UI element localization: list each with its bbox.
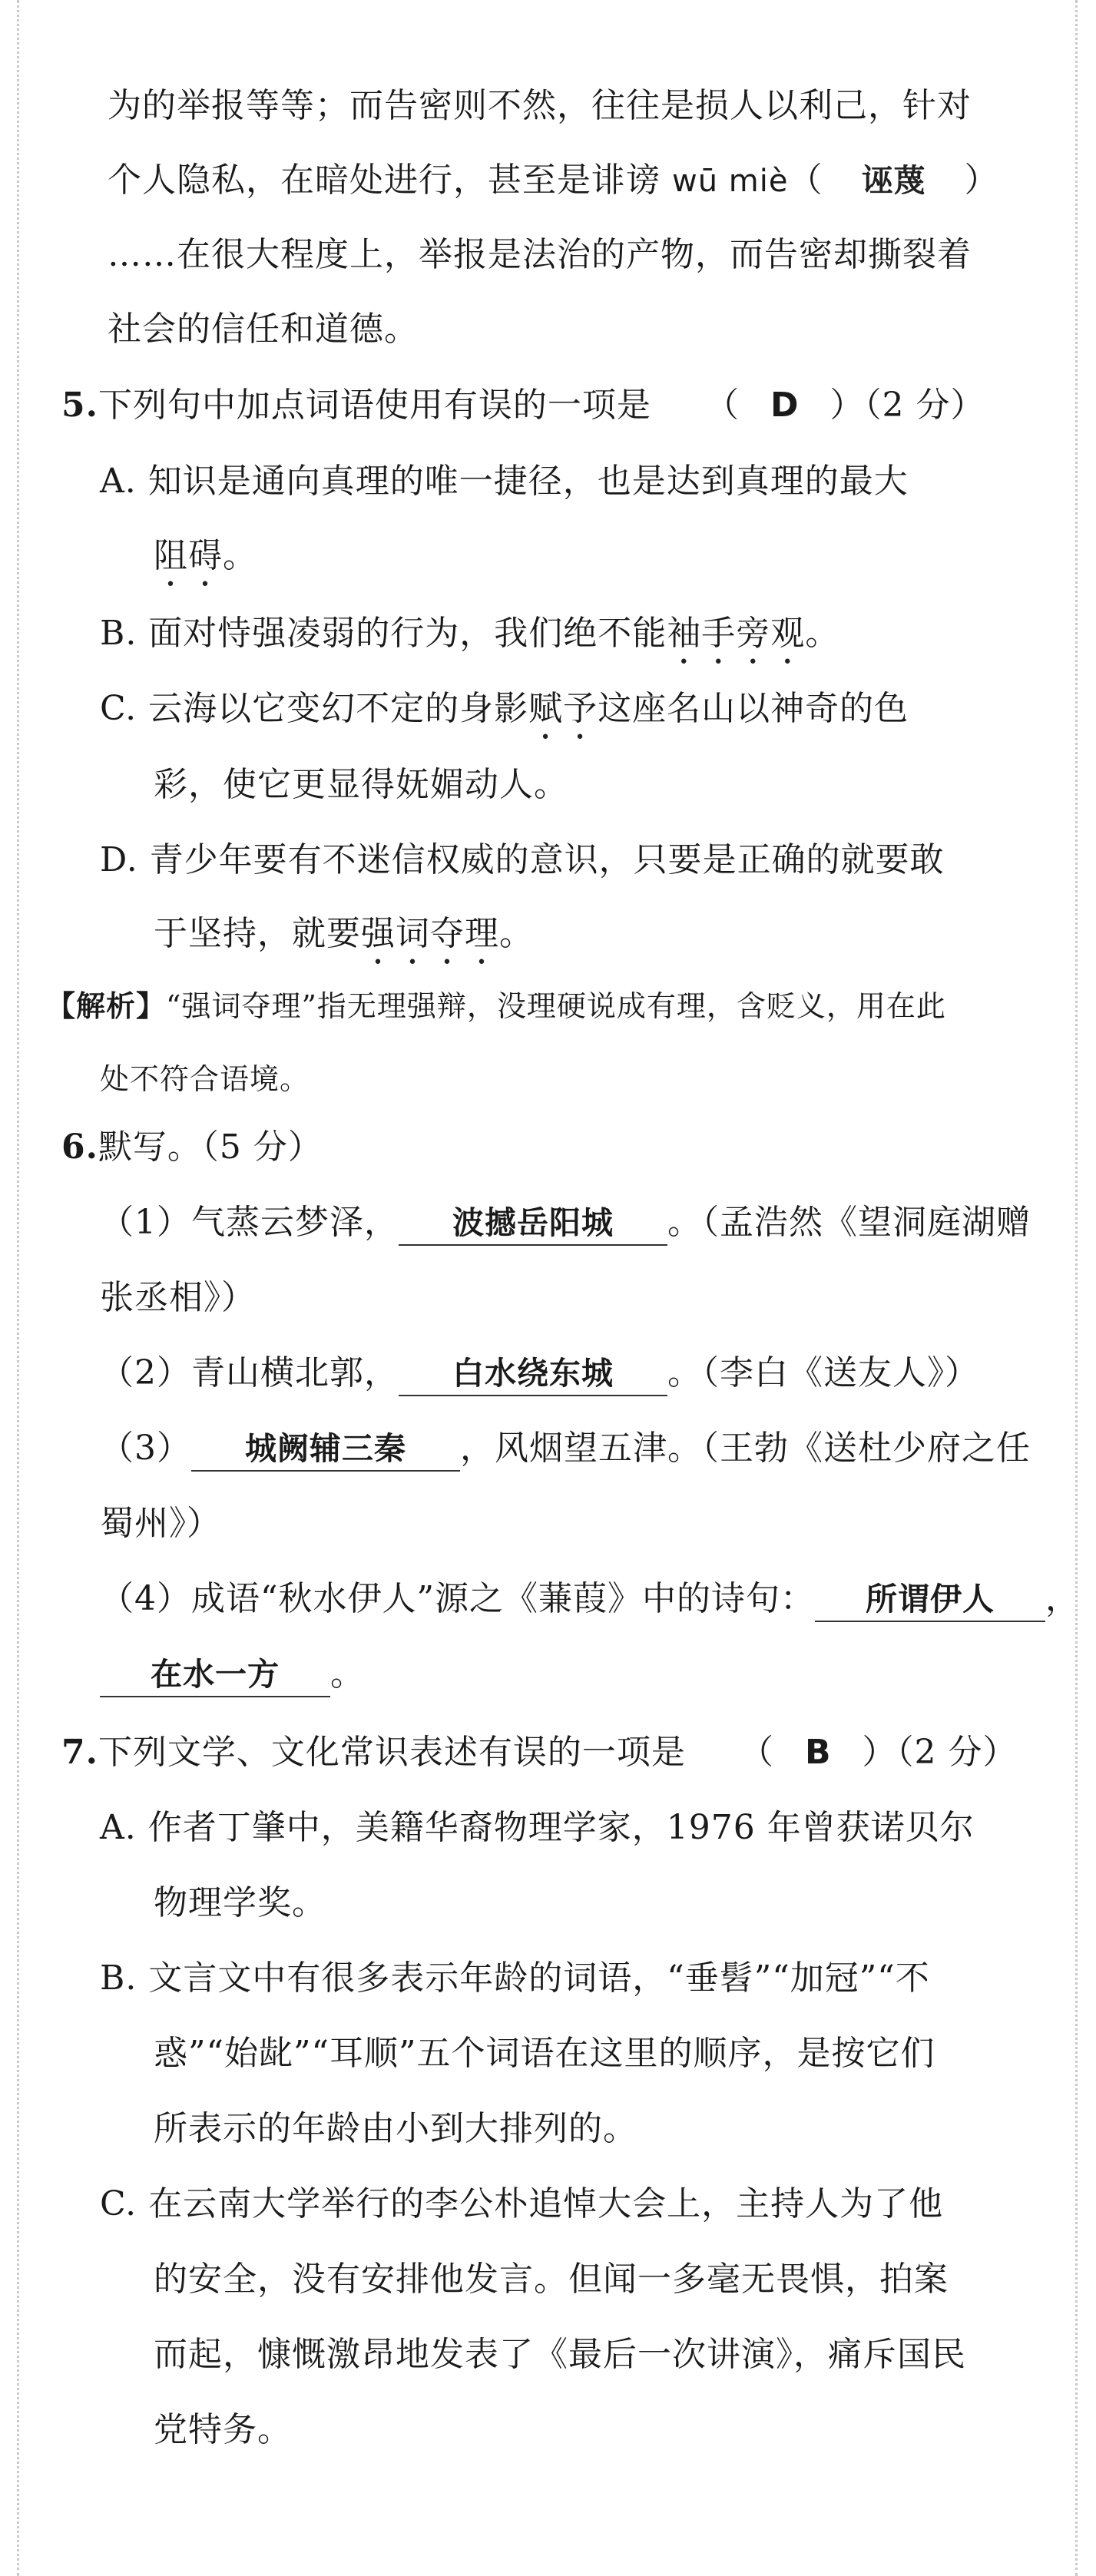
intro-line-4: 社会的信任和道德。 [108, 310, 419, 349]
q5-analysis-line-1 [46, 983, 946, 1029]
answer-blank: 波撼岳阳城 [399, 1201, 667, 1246]
q5-option-b [100, 611, 839, 672]
close-paren: ） [862, 1733, 897, 1772]
prompt-text: （2）青山横北郭， [100, 1353, 399, 1392]
question-text: 下列文学、文化常识表述有误的一项是 [98, 1733, 686, 1772]
close-paren: ） [964, 161, 999, 200]
q7-stem [61, 1730, 1017, 1776]
analysis-text: “强词夺理”指无理强辩，没理硬说成有理，含贬义，用在此 [166, 989, 946, 1023]
q5-option-a-line-2 [154, 533, 257, 594]
comma: ， [1045, 1579, 1080, 1618]
option-end: 。 [499, 914, 534, 953]
dotted-word: 阻碍。 [154, 536, 257, 575]
q6-stem [61, 1124, 323, 1170]
right-margin-rule [1075, 0, 1078, 2576]
q7-option-c-line-2: 的安全，没有安排他发言。但闻一多毫无畏惧，拍案 [154, 2260, 949, 2299]
intro-line-1: 为的举报等等；而告密则不然，往往是损人以利己，针对 [108, 86, 972, 125]
q6-part-2 [100, 1350, 979, 1396]
q6-part-3-line-2: 蜀州》） [100, 1504, 221, 1543]
answer-blank: 白水绕东城 [399, 1352, 667, 1396]
question-number: 6. [61, 1127, 98, 1167]
source-text: ，风烟望五津。（王勃《送杜少府之任 [460, 1429, 1031, 1468]
open-paren: （ [739, 1733, 774, 1772]
intro-line-3: ……在很大程度上，举报是法治的产物，而告密却撕裂着 [108, 235, 972, 274]
answer-blank-1: 所谓伊人 [815, 1578, 1045, 1622]
left-margin-rule [17, 0, 19, 2576]
open-paren: （ [704, 386, 740, 425]
close-paren: ） [829, 386, 865, 425]
answer-text: 诬蔑 [861, 162, 926, 199]
score: （2 分） [896, 1733, 1018, 1772]
source-text: 。（李白《送友人》） [667, 1353, 979, 1392]
intro-line-2 [108, 157, 998, 204]
q7-option-b-line-2: 惑”“始龀”“耳顺”五个词语在这里的顺序，是按它们 [154, 2034, 935, 2073]
intro-line-2-text: 个人隐私，在暗处进行，甚至是诽谤 [108, 161, 672, 200]
dotted-word: 赋予 [528, 689, 598, 728]
q5-analysis-line-2: 处不符合语境。 [100, 1062, 310, 1096]
q5-option-c-line-2: 彩，使它更显得妩媚动人。 [154, 765, 568, 804]
answer-blank-2: 在水一方 [100, 1653, 330, 1697]
q5-option-d-line-2 [154, 911, 534, 972]
q7-option-c-line-4: 党特务。 [154, 2410, 292, 2449]
open-paren: （ [788, 161, 823, 200]
q7-option-c-line-1: C. 在云南大学举行的李公朴追悼大会上，主持人为了他 [100, 2184, 944, 2223]
q6-part-1-line-2: 张丞相》） [100, 1278, 256, 1317]
q5-option-d-line-1: D. 青少年要有不迷信权威的意识，只要是正确的就要敢 [100, 840, 945, 879]
option-text: C. 云海以它变幻不定的身影 [100, 689, 529, 728]
period: 。 [330, 1654, 365, 1694]
source-text: 。（孟浩然《望洞庭湖赠 [667, 1203, 1031, 1242]
q5-stem [61, 382, 985, 429]
answer-choice: D [770, 386, 800, 425]
score: （2 分） [864, 386, 985, 425]
q6-part-4-line-1 [100, 1576, 1080, 1622]
option-text: 于坚持，就要 [154, 914, 361, 953]
q5-option-a-line-1: A. 知识是通向真理的唯一捷径，也是达到真理的最大 [100, 462, 909, 501]
pinyin: wū miè [672, 164, 789, 199]
q6-part-1-line-1 [100, 1200, 1031, 1246]
q7-option-b-line-1: B. 文言文中有很多表示年龄的词语，“垂髫”“加冠”“不 [100, 1958, 930, 1998]
q7-option-b-line-3: 所表示的年龄由小到大排列的。 [154, 2109, 637, 2148]
answer-blank: 城阙辅三秦 [191, 1427, 460, 1472]
question-number: 5. [61, 386, 98, 425]
analysis-label: 【解析】 [46, 989, 167, 1023]
answer-choice: B [804, 1733, 832, 1772]
option-end: 。 [805, 614, 840, 653]
question-text: 默写。（5 分） [98, 1127, 323, 1167]
question-number: 7. [61, 1733, 98, 1772]
option-text-cont: 这座名山以神奇的色 [598, 689, 909, 728]
prompt-text: （1）气蒸云梦泽， [100, 1203, 399, 1242]
q6-part-3-line-1 [100, 1425, 1031, 1472]
q5-option-c-line-1 [100, 686, 909, 747]
dotted-word: 袖手旁观 [667, 614, 806, 653]
q6-part-4-line-2 [100, 1651, 365, 1697]
prompt-text: （3） [100, 1429, 191, 1468]
q7-option-a-line-2: 物理学奖。 [154, 1883, 326, 1922]
dotted-word: 强词夺理 [361, 914, 499, 953]
q7-option-a-line-1: A. 作者丁肇中，美籍华裔物理学家，1976 年曾获诺贝尔 [100, 1808, 975, 1847]
prompt-text: （4）成语“秋水伊人”源之《蒹葭》中的诗句： [100, 1579, 815, 1618]
question-text: 下列句中加点词语使用有误的一项是 [98, 386, 651, 425]
option-text: B. 面对恃强凌弱的行为，我们绝不能 [100, 614, 667, 653]
q7-option-c-line-3: 而起，慷慨激昂地发表了《最后一次讲演》，痛斥国民 [154, 2335, 966, 2374]
